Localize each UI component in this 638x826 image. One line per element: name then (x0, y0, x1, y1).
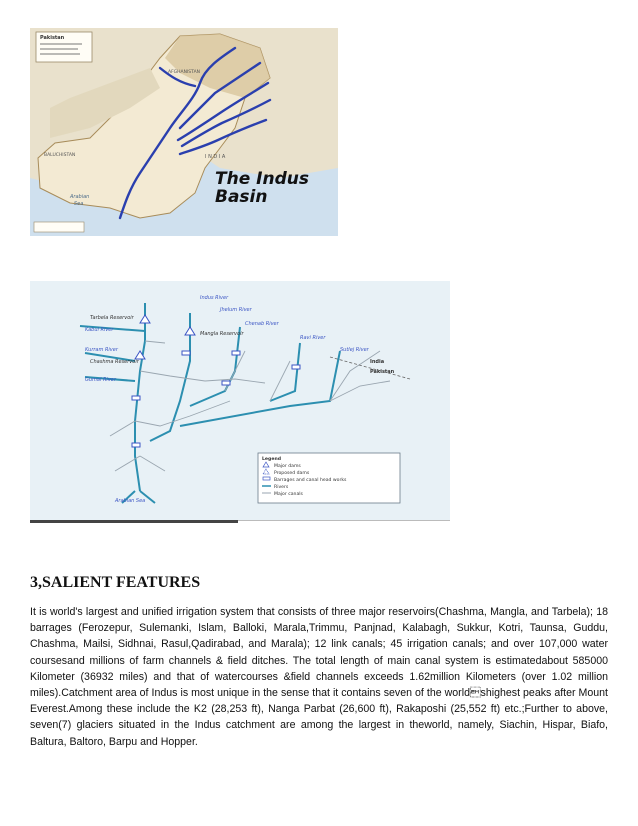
label-india: India (370, 359, 385, 365)
legend-item: Major canals (274, 492, 303, 497)
figure-divider (30, 520, 238, 523)
label-gumal-river: Gumal River (85, 377, 116, 383)
label-indus-river: Indus River (200, 295, 229, 301)
label-kurram-river: Kurram River (85, 347, 118, 353)
figure-divider-light (238, 520, 450, 521)
section-heading: 3,SALIENT FEATURES (30, 574, 201, 591)
label-arabian-sea: Arabian Sea (115, 498, 146, 504)
map-caption (215, 170, 335, 206)
body-paragraph: It is world's largest and unified irrigation system that consists of three major reservoirs(Chashma, Mangla, and Tarbela); 18 barrages (Ferozepur, Sulemanki, Islam, Balloki, Marala,Trimmu, Panjnad, Kalabagh, Sukkur, Kotri, Taunsa, Guddu, Chashma, Mailsi, Sidhnai, Rasul,Qadirabad, and Marala); 12 link canals; 45 irrigation canals; and over 107,000 water coursesand millions of farm channels & field ditches. The total length of main canal system is estimatedabout 585000 Kilometer (36932 miles) and that of watercourses &field channels exceeds 1.62million Kilometers (over 1.02 million miles).Catchment area of Indus is most unique in the sense that it contains seven of the worldshighest peaks after Mount Everest.Among these include the K2 (28,253 ft), Nanga Parbat (26,600 ft), Rakaposhi (25,552 ft) etc.;Further to above, seven(7) glaciers situated in the Indus catchment are among the largest in theworld, namely, Siachin, Hispar, Biafo, Baltura, Baltoro, Barpu and Hopper. (30, 606, 608, 748)
map-label-afghanistan: AFGHANISTAN (168, 70, 201, 75)
legend-item: Proposed dams (274, 471, 310, 476)
label-sutlej-river: Sutlej River (340, 347, 369, 353)
legend-title: Legend (262, 457, 282, 462)
legend-item: Rivers (274, 485, 289, 490)
barrage-icon (232, 351, 240, 355)
map-label-baluchistan: BALUCHISTAN (44, 153, 76, 158)
map-label-arabian-sea-2: Sea (74, 201, 84, 207)
barrage-icon (132, 396, 140, 400)
barrage-icon (222, 381, 230, 385)
label-mangla: Mangla Reservoir (200, 331, 244, 337)
label-pakistan: Pakistan (370, 369, 395, 375)
legend-item: Barrages and canal head works (274, 478, 347, 483)
label-jhelum-river: Jhelum River (220, 307, 252, 313)
label-tarbela: Tarbela Reservoir (90, 315, 134, 321)
map-note-box (34, 222, 84, 232)
indus-schematic-graphic (30, 281, 450, 521)
indus-system-schematic (30, 281, 450, 521)
label-chashma: Chashma Reservoir (90, 359, 139, 365)
barrage-icon (182, 351, 190, 355)
barrage-icon (292, 365, 300, 369)
label-chenab-river: Chenab River (245, 321, 279, 327)
map-caption-line1: The Indus (215, 169, 309, 189)
label-ravi-river: Ravi River (300, 335, 326, 341)
map-label-arabian-sea: Arabian (70, 194, 90, 200)
legend-item: Major dams (274, 464, 301, 469)
map-label-india: I N D I A (205, 154, 226, 160)
label-kabul-river: Kabul River (85, 327, 114, 333)
map-caption-line2: Basin (215, 187, 268, 207)
barrage-icon (132, 443, 140, 447)
map-legend-title: Pakistan (40, 35, 65, 41)
